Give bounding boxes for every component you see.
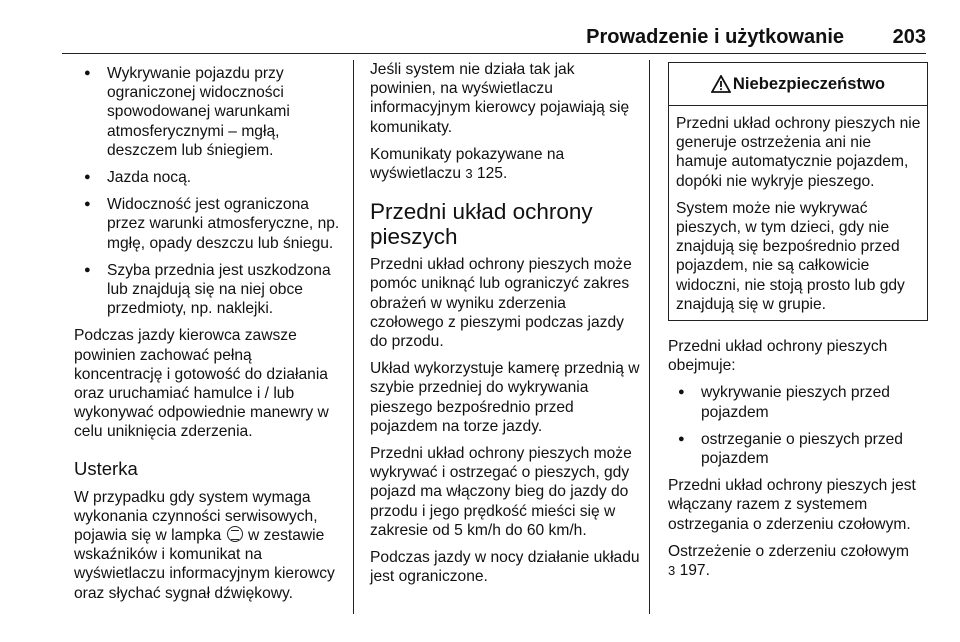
- activation-paragraph: Przedni układ ochrony pieszych jest włączany razem z systemem ostrzegania o zderzeniu czołowym.: [668, 477, 916, 533]
- column-1: [74, 60, 342, 611]
- page-header-title: Prowadzenie i użytkowanie: [586, 26, 844, 48]
- list-item: ● Wykrywanie pojazdu przy ograniczonej widoczności spowodowanej warunkami atmosferycznymi – mgłą, deszczem lub śniegiem.: [74, 64, 342, 160]
- danger-box-header: [669, 63, 927, 106]
- section-heading-pedestrian: Przedni układ ochrony pieszych: [370, 199, 593, 250]
- list-item: ● Szyba przednia jest uszkodzona lub znajdują się na niej obce przedmioty, np. naklejki.: [74, 261, 342, 319]
- list-item: ● Jazda nocą.: [74, 168, 342, 187]
- messages-reference-paragraph: Komunikaty pokazywane na wyświetlaczu 3 125.: [370, 145, 565, 183]
- forward-collision-lamp-icon: [227, 526, 243, 542]
- list-item: ● ostrzeganie o pieszych przed pojazdem: [668, 430, 928, 468]
- section-heading-usterka: Usterka: [74, 457, 138, 479]
- danger-paragraph: Przedni układ ochrony pieszych nie generuje ostrzeżenia ani nie hamuje automatycznie pojazdem, dopóki nie wykryje pieszego.: [676, 115, 921, 190]
- danger-box: [668, 62, 928, 321]
- danger-box-title: Niebezpieczeństwo: [732, 74, 886, 94]
- collision-warning-reference: Ostrzeżenie o zderzeniu czołowym 3 197.: [668, 542, 909, 580]
- danger-box-body: [669, 106, 927, 320]
- system-messages-paragraph: Jeśli system nie działa tak jak powinien, na wyświetlaczu informacyjnym kierowcy pojawiają się komunikaty.: [370, 61, 630, 136]
- body-paragraph: Przedni układ ochrony pieszych może wykrywać i ostrzegać o pieszych, gdy pojazd ma włączony bieg do jazdy do przodu i jego prędkość mieści się w zakresie od 5 km/h do 60 km/h.: [370, 445, 632, 539]
- warning-triangle-icon: [711, 75, 731, 93]
- page-reference-arrow-icon: 3: [465, 166, 473, 182]
- page-reference-arrow-icon: 3: [668, 563, 676, 579]
- header-rule: [62, 53, 926, 54]
- list-item: ● wykrywanie pieszych przed pojazdem: [668, 383, 928, 421]
- page-header: [0, 0, 960, 52]
- features-list: [668, 383, 928, 468]
- page-number: 203: [892, 26, 926, 48]
- column-3: [668, 60, 928, 588]
- body-paragraph: Podczas jazdy w nocy działanie układu jest ograniczone.: [370, 549, 640, 586]
- column-divider-2: [649, 60, 650, 614]
- list-item: ● Widoczność jest ograniczona przez warunki atmosferyczne, np. mgłę, opady deszczu lub śniegu.: [74, 195, 342, 253]
- column-divider-1: [353, 60, 354, 614]
- body-paragraph: Układ wykorzystuje kamerę przednią w szybie przedniej do wykrywania pieszego bezpośrednio przed pojazdem na torze jazdy.: [370, 360, 640, 435]
- includes-paragraph: Przedni układ ochrony pieszych obejmuje:: [668, 338, 888, 375]
- driver-attention-paragraph: Podczas jazdy kierowca zawsze powinien zachować pełną koncentrację i gotowość do działania oraz uruchamiać hamulce i / lub wykonywać odpowiednie manewry w celu uniknięcia zderzenia.: [74, 327, 329, 441]
- column-2: [370, 60, 640, 594]
- danger-paragraph: System może nie wykrywać pieszych, w tym dzieci, gdy nie znajdują się bezpośrednio przed pojazdem, nie są całkowicie widoczni, nie stoją prosto lub gdy znajdują się w grupie.: [676, 199, 905, 313]
- body-paragraph: Przedni układ ochrony pieszych może pomóc uniknąć lub ograniczyć zakres obrażeń w wyniku zderzenia czołowego z pieszymi podczas jazdy do przodu.: [370, 256, 632, 351]
- service-paragraph: W przypadku gdy system wymaga wykonania czynności serwisowych, pojawia się w lampka w zestawie wskaźników i komunikat na wyświetlaczu informacyjnym kierowcy oraz słychać sygnał dźwiękowy.: [74, 488, 335, 602]
- conditions-list: [74, 64, 342, 318]
